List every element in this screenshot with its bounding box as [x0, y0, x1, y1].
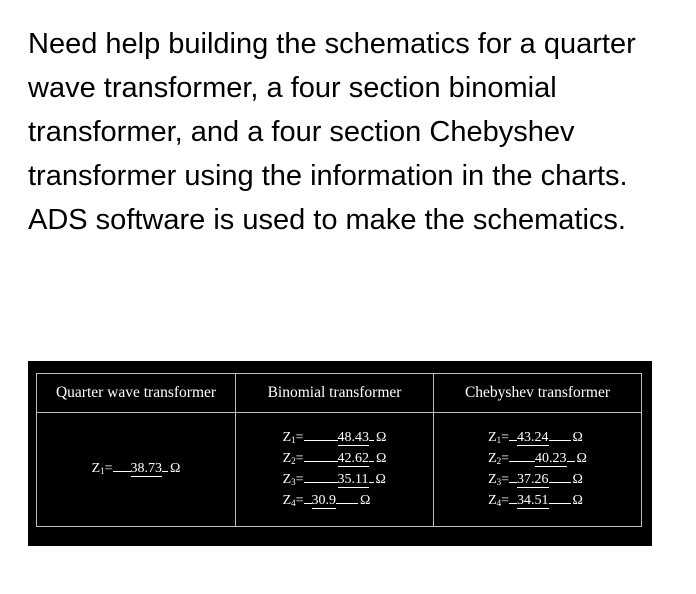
binomial-z4: $Z_4= 30.9$ Ω	[282, 492, 371, 508]
binomial-z1: $Z_1= 48.43$ Ω	[282, 429, 387, 445]
z-value: 38.73	[130, 461, 163, 476]
chebyshev-z3: $Z_3= 37.26$ Ω	[488, 471, 583, 487]
table-values-row	[37, 413, 642, 527]
ohm-unit: Ω	[170, 461, 181, 476]
header-chebyshev: Chebyshev transformer	[434, 374, 642, 413]
impedance-table-image	[28, 361, 652, 546]
binomial-cell	[236, 413, 434, 527]
z-value: 43.24	[517, 429, 549, 445]
z-value: 34.51	[517, 492, 549, 508]
z-value: 42.62	[337, 450, 370, 466]
table-header-row	[37, 374, 642, 413]
chebyshev-z4: $Z_4= 34.51$ Ω	[488, 492, 583, 508]
z-value: 35.11	[337, 471, 369, 487]
z-value: 37.26	[517, 471, 549, 487]
binomial-z2: $Z_2= 42.62$ Ω	[282, 450, 387, 466]
quarter-wave-z1	[92, 459, 181, 480]
question-text: Need help building the schematics for a quarter wave transformer, a four section binomial transformer, and a four section Chebyshev transformer using the information in the charts. ADS software is used to make the schematics.	[28, 28, 636, 236]
z-value: 40.23	[535, 450, 567, 466]
chebyshev-z2: $Z_2= 40.23$ Ω	[488, 450, 587, 466]
impedance-table	[36, 373, 642, 527]
header-binomial: Binomial transformer	[236, 374, 434, 413]
z-label: $Z_1=$	[91, 461, 113, 476]
z-value: 48.43	[337, 429, 370, 445]
z-value: 30.9	[311, 492, 337, 508]
chebyshev-cell	[434, 413, 642, 527]
binomial-z3: $Z_3= 35.11$ Ω	[282, 471, 386, 487]
chebyshev-z1: $Z_1= 43.24$ Ω	[488, 429, 583, 445]
header-quarter-wave: Quarter wave transformer	[37, 374, 236, 413]
quarter-wave-cell	[37, 413, 236, 527]
